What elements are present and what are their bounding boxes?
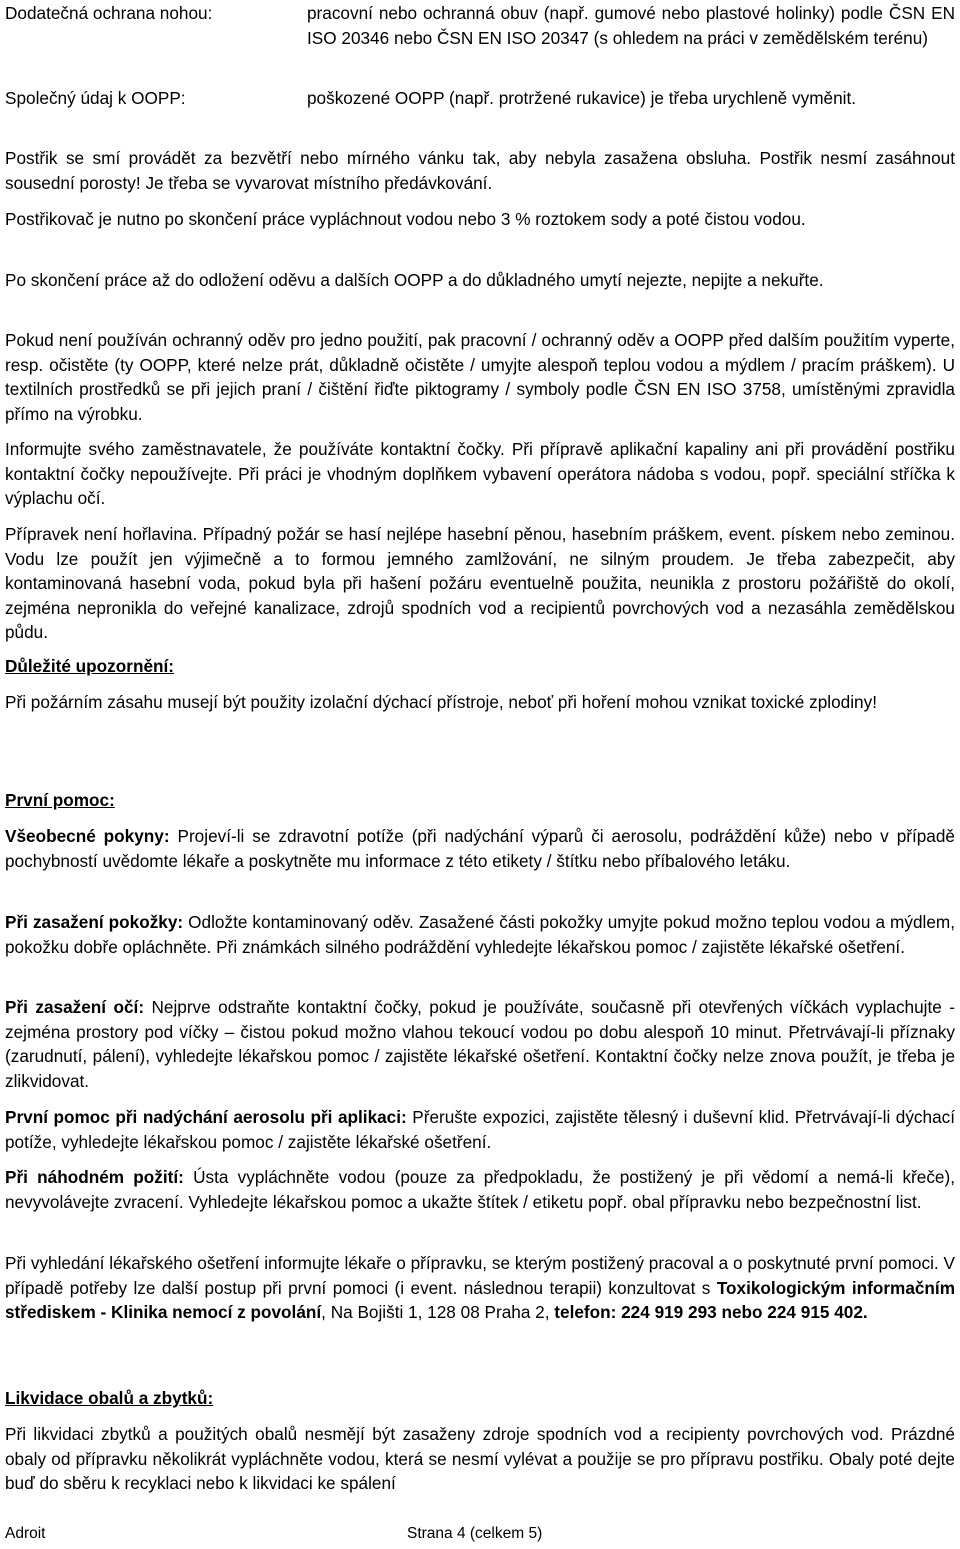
toxicology-phone: telefon: 224 919 293 nebo 224 915 402.: [554, 1302, 868, 1322]
first-aid-ingestion-label: Při náhodném požití:: [5, 1167, 184, 1187]
common-oopp-value: poškozené OOPP (např. protržené rukavice) je třeba urychleně vyměnit.: [307, 88, 856, 108]
first-aid-general-label: Všeobecné pokyny:: [5, 826, 170, 846]
first-aid-ingestion: [5, 1165, 955, 1214]
paragraph-contact-lenses: Informujte svého zaměstnavatele, že používáte kontaktní čočky. Při přípravě aplikační kapaliny ani při provádění postřiku kontaktní čočky nepoužívejte. Při práci je vhodným doplňkem vybavení operátora nádoba s vodou, popř. speciální stříčka k výplachu očí.: [5, 439, 955, 508]
important-text: Při požárním zásahu musejí být použity izolační dýchací přístroje, neboť při hoření mohou vznikat toxické zplodiny!: [5, 692, 877, 712]
first-aid-general-text: Projeví-li se zdravotní potíže (při nadýchání výparů či aerosolu, podráždění kůže) nebo v případě pochybností uvědomte lékaře a poskytněte mu informace z této etikety / štítku nebo příbalového letáku.: [5, 826, 955, 871]
first-aid-doctor: [5, 1251, 955, 1325]
paragraph-fire: Přípravek není hořlavina. Případný požár se hasí nejlépe hasební pěnou, hasebním práškem, event. pískem nebo zeminou. Vodu lze použít jen výjimečně a to formou jemného zamlžování, ne silným proudem. Je třeba zabezpečit, aby kontaminovaná hasební voda, pokud byla při hašení požáru eventuelně použita, neunikla z prostoru požářiště do okolí, zejména nepronikla do veřejné kanalizace, zdrojů spodních vod a recipientů povrchových vod a nezasáhla zemědělskou půdu.: [5, 524, 955, 642]
paragraph-spraying: Postřik se smí provádět za bezvětří nebo mírného vánku tak, aby nebyla zasažena obsluha. Postřik nesmí zasáhnout sousední porosty! Je třeba se vyvarovat místního předávkování.: [5, 148, 955, 193]
first-aid-eyes-text: Nejprve odstraňte kontaktní čočky, pokud je používáte, současně při otevřených víčkách vyplachujte - zejména prostory pod víčky – čistou pokud možno vlahou tekoucí vodou po dobu alespoň 10 minut. Přetrvávají-li příznaky (zarudnutí, pálení), vyhledejte lékařskou pomoc / zajistěte lékařské ošetření. Kontaktní čočky nelze znova použít, je třeba je zlikvidovat.: [5, 997, 955, 1091]
toxicology-center-name: Toxikologickým informačním střediskem - Klinika nemocí z povolání: [5, 1277, 955, 1322]
paragraph-hygiene: Po skončení práce až do odložení oděvu a dalších OOPP a do důkladného umytí nejezte, nepijte a nekuřte.: [5, 270, 824, 290]
common-oopp-row: [5, 86, 955, 111]
important-heading: Důležité upozornění:: [5, 656, 175, 676]
first-aid-doctor-text-1: Při vyhledání lékařského ošetření informujte lékaře o přípravku, se kterým postižený pracoval a o poskytnuté první pomoci. V případě potřeby lze další postup při první pomoci (i event. následnou terapii) konzultovat s: [5, 1253, 955, 1298]
footer-page-number: Strana 4 (celkem 5): [407, 1525, 543, 1542]
disposal-heading: Likvidace obalů a zbytků:: [5, 1388, 214, 1408]
paragraph-clothing: Pokud není používán ochranný oděv pro jedno použití, pak pracovní / ochranný oděv a OOPP před dalším použitím vyperte, resp. očistěte (ty OOPP, které nelze prát, důkladně očistěte / umyjte alespoň teplou vodou a mýdlem / pracím práškem). U textilních prostředků se při jejich praní / čištění řiďte piktogramy / symboly podle ČSN EN ISO 3758, umístěnými zpravidla přímo na výrobku.: [5, 330, 955, 424]
first-aid-doctor-text-2: , Na Bojišti 1, 128 08 Praha 2,: [321, 1302, 555, 1322]
first-aid-inhalation: [5, 1105, 955, 1154]
foot-protection-value: pracovní nebo ochranná obuv (např. gumové nebo plastové holinky) podle ČSN EN ISO 20346 nebo ČSN EN ISO 20347 (s ohledem na práci v zemědělském terénu): [307, 3, 955, 48]
common-oopp-label: Společný údaj k OOPP:: [5, 88, 186, 108]
first-aid-inhalation-label: První pomoc při nadýchání aerosolu při aplikaci:: [5, 1107, 407, 1127]
first-aid-inhalation-text: Přerušte expozici, zajistěte tělesný i duševní klid. Přetrvávají-li dýchací potíže, vyhledejte lékařskou pomoc / zajistěte lékařské ošetření.: [5, 1107, 956, 1152]
first-aid-general: [5, 824, 955, 873]
first-aid-eyes: [5, 995, 955, 1093]
paragraph-sprayer-rinse: Postřikovač je nutno po skončení práce vypláchnout vodou nebo 3 % roztokem sody a poté čistou vodou.: [5, 209, 806, 229]
first-aid-skin-text: Odložte kontaminovaný oděv. Zasažené části pokožky umyjte pokud možno teplou vodou a mýdlem, pokožku dobře opláchněte. Při známkách silného podráždění vyhledejte lékařskou pomoc / zajistěte lékařské ošetření.: [5, 912, 955, 957]
disposal-text: Při likvidaci zbytků a použitých obalů nesmějí být zasaženy zdroje spodních vod a recipienty povrchových vod. Prázdné obaly od přípravku několikrát vypláchněte vodou, která se nesmí vylévat a použije se pro přípravu postřiku. Obaly poté dejte buď do sběru k recyklaci nebo k likvidaci ke spálení: [5, 1424, 955, 1493]
footer-product-name: Adroit: [5, 1525, 46, 1542]
first-aid-heading: První pomoc:: [5, 790, 115, 810]
foot-protection-label: Dodatečná ochrana nohou:: [5, 3, 213, 23]
foot-protection-row: [5, 1, 955, 50]
first-aid-ingestion-text: Ústa vypláchněte vodou (pouze za předpokladu, že postižený je při vědomí a nemá-li křeče), nevyvolávejte zvracení. Vyhledejte lékařskou pomoc a ukažte štítek / etiketu popř. obal přípravku nebo bezpečnostní list.: [5, 1167, 955, 1212]
first-aid-eyes-label: Při zasažení očí:: [5, 997, 145, 1017]
first-aid-skin-label: Při zasažení pokožky:: [5, 912, 184, 932]
first-aid-skin: [5, 910, 955, 959]
